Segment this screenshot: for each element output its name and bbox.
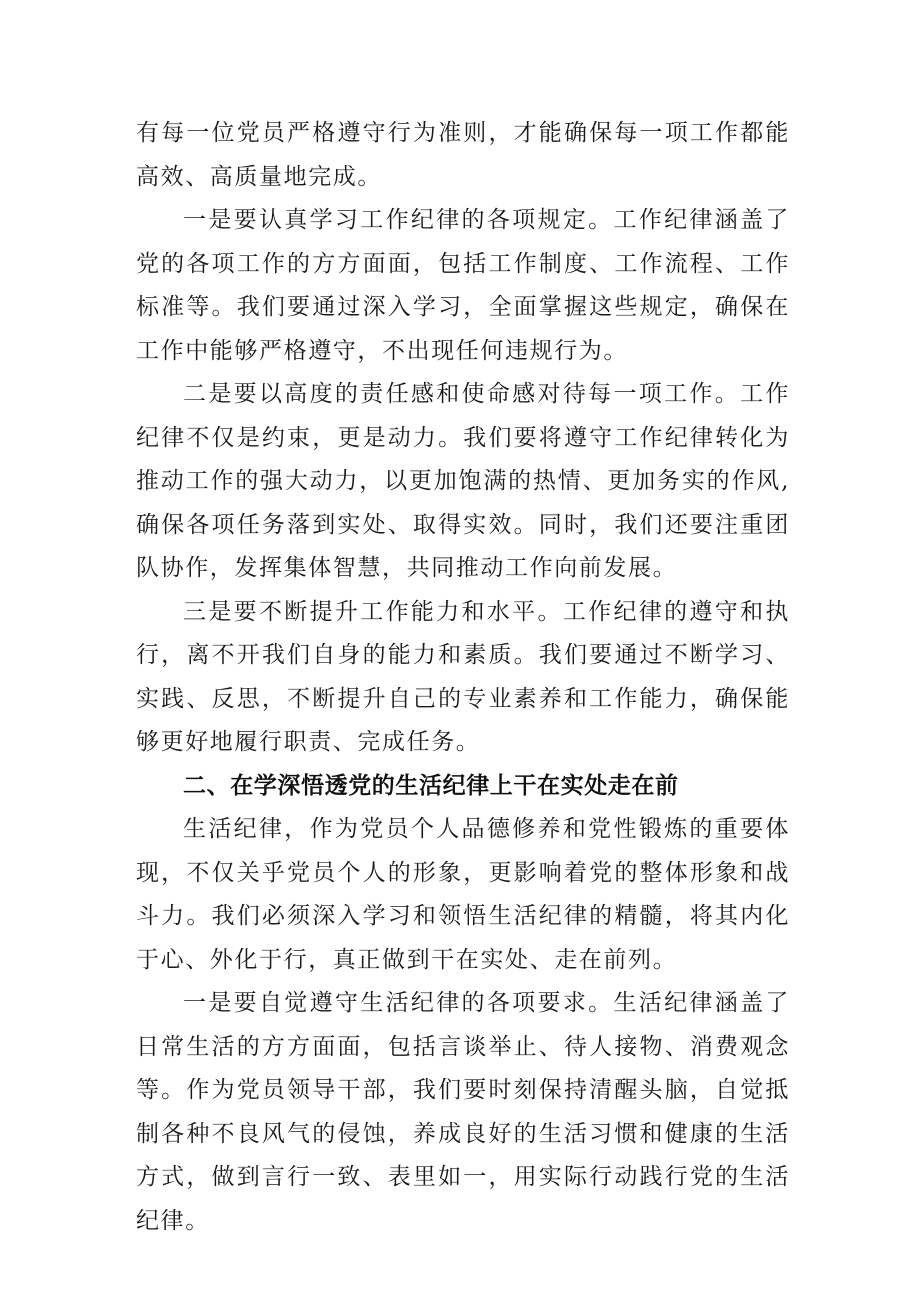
- paragraph-point-one-work: 一是要认真学习工作纪律的各项规定。工作纪律涵盖了党的各项工作的方方面面，包括工作制度、工作流程、工作标准等。我们要通过深入学习，全面掌握这些规定，确保在工作中能够严格遵守，不出现任何违规行为。: [136, 207, 790, 364]
- paragraph-continuation: 有每一位党员严格遵守行为准则，才能确保每一项工作都能高效、高质量地完成。: [136, 120, 790, 190]
- paragraph-life-discipline-intro: 生活纪律，作为党员个人品德修养和党性锻炼的重要体现，不仅关乎党员个人的形象，更影响着党的整体形象和战斗力。我们必须深入学习和领悟生活纪律的精髓，将其内化于心、外化于行，真正做到干在实处、走在前列。: [136, 816, 790, 973]
- section-heading-life-discipline: 二、在学深悟透党的生活纪律上干在实处走在前: [183, 772, 679, 799]
- paragraph-point-two-work: 二是要以高度的责任感和使命感对待每一项工作。工作纪律不仅是约束，更是动力。我们要将遵守工作纪律转化为推动工作的强大动力，以更加饱满的热情、更加务实的作风,确保各项任务落到实处、取得实效。同时，我们还要注重团队协作，发挥集体智慧，共同推动工作向前发展。: [136, 381, 790, 581]
- paragraph-point-one-life: 一是要自觉遵守生活纪律的各项要求。生活纪律涵盖了日常生活的方方面面，包括言谈举止、待人接物、消费观念等。作为党员领导干部，我们要时刻保持清醒头脑，自觉抵制各种不良风气的侵蚀，养成良好的生活习惯和健康的生活方式，做到言行一致、表里如一，用实际行动践行党的生活纪律。: [136, 990, 790, 1234]
- paragraph-point-three-work: 三是要不断提升工作能力和水平。工作纪律的遵守和执行，离不开我们自身的能力和素质。我们要通过不断学习、实践、反思，不断提升自己的专业素养和工作能力，确保能够更好地履行职责、完成任务。: [136, 598, 790, 755]
- document-body: [136, 112, 790, 1243]
